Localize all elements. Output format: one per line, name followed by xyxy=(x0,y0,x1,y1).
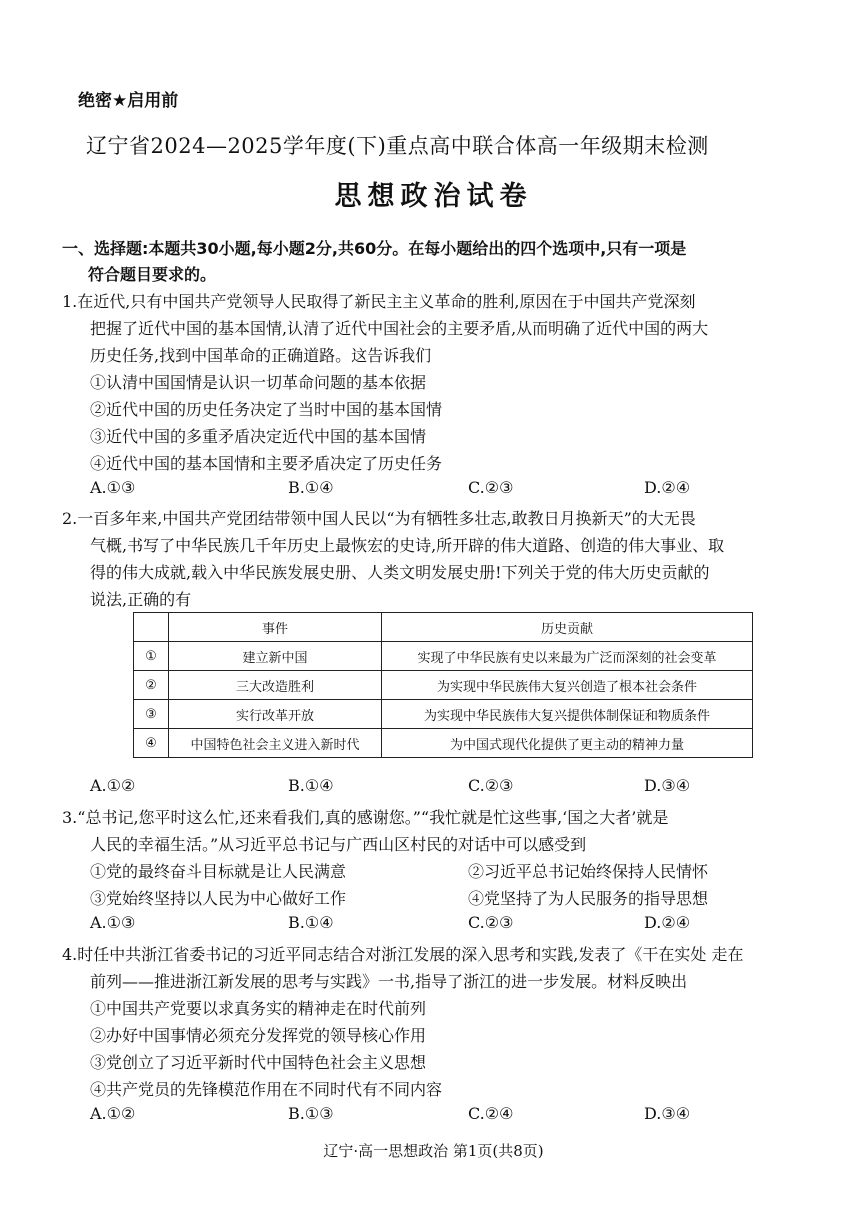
question-4-option-c[interactable]: C.②④ xyxy=(468,1104,514,1123)
question-1-statement: ④近代中国的基本国情和主要矛盾决定了历史任务 xyxy=(90,454,443,473)
question-4-statement: ③党创立了习近平新时代中国特色社会主义思想 xyxy=(90,1053,427,1072)
table-header-row xyxy=(134,613,753,642)
section-title: 一、选择题:本题共30小题,每小题2分,共60分。在每小题给出的四个选项中,只有一项是 xyxy=(62,239,687,258)
table-row xyxy=(134,729,753,758)
table-cell: 实现了中华民族有史以来最为广泛而深刻的社会变革 xyxy=(382,642,753,671)
table-cell: ② xyxy=(134,671,169,700)
question-3-statement: ①党的最终奋斗目标就是让人民满意 xyxy=(90,862,347,881)
table-cell: 建立新中国 xyxy=(169,642,382,671)
question-4-line: 前列——推进浙江新发展的思考与实践》一书,指导了浙江的进一步发展。材料反映出 xyxy=(90,972,688,991)
question-2-option-d[interactable]: D.③④ xyxy=(644,776,691,795)
question-1-line: 历史任务,找到中国革命的正确道路。这告诉我们 xyxy=(90,346,432,365)
table-cell: ③ xyxy=(134,700,169,729)
question-3-statement: ④党坚持了为人民服务的指导思想 xyxy=(468,889,709,908)
table-cell: ④ xyxy=(134,729,169,758)
question-2-line: 2.一百多年来,中国共产党团结带领中国人民以“为有牺牲多壮志,敢教日月换新天”的大无畏 xyxy=(62,509,696,528)
question-4-line: 4.时任中共浙江省委书记的习近平同志结合对浙江发展的深入思考和实践,发表了《干在实处 走在 xyxy=(62,945,744,964)
table-cell: 为中国式现代化提供了更主动的精神力量 xyxy=(382,729,753,758)
table-cell: 实行改革开放 xyxy=(169,700,382,729)
question-4-option-b[interactable]: B.①③ xyxy=(288,1104,334,1123)
question-3-option-d[interactable]: D.②④ xyxy=(644,913,691,932)
question-2-line: 得的伟大成就,载入中华民族发展史册、人类文明发展史册!下列关于党的伟大历史贡献的 xyxy=(90,563,710,582)
question-2-line: 气概,书写了中华民族几千年历史上最恢宏的史诗,所开辟的伟大道路、创造的伟大事业、取 xyxy=(90,536,725,555)
question-4-option-a[interactable]: A.①② xyxy=(90,1104,136,1123)
question-1-option-c[interactable]: C.②③ xyxy=(468,478,514,497)
question-1-line: 1.在近代,只有中国共产党领导人民取得了新民主主义革命的胜利,原因在于中国共产党深刻 xyxy=(62,292,696,311)
question-3-option-c[interactable]: C.②③ xyxy=(468,913,514,932)
question-1-option-d[interactable]: D.②④ xyxy=(644,478,691,497)
question-3-option-a[interactable]: A.①③ xyxy=(90,913,136,932)
table-cell: 中国特色社会主义进入新时代 xyxy=(169,729,382,758)
table-header-cell: 历史贡献 xyxy=(382,613,753,642)
question-1-option-b[interactable]: B.①④ xyxy=(288,478,334,497)
secret-label: 绝密★启用前 xyxy=(78,91,179,111)
exam-title: 思想政治试卷 xyxy=(334,181,533,212)
question-1-option-a[interactable]: A.①③ xyxy=(90,478,136,497)
table-row xyxy=(134,671,753,700)
question-4-statement: ②办好中国事情必须充分发挥党的领导核心作用 xyxy=(90,1026,427,1045)
table-header-cell: 事件 xyxy=(169,613,382,642)
question-3-line: 3.“总书记,您平时这么忙,还来看我们,真的感谢您。”“我忙就是忙这些事,‘国之大者’就是 xyxy=(62,808,669,827)
question-2-option-b[interactable]: B.①④ xyxy=(288,776,334,795)
question-4-statement: ④共产党员的先锋模范作用在不同时代有不同内容 xyxy=(90,1080,443,1099)
question-3-statement: ③党始终坚持以人民为中心做好工作 xyxy=(90,889,347,908)
question-4-statement: ①中国共产党要以求真务实的精神走在时代前列 xyxy=(90,999,427,1018)
question-1-statement: ③近代中国的多重矛盾决定近代中国的基本国情 xyxy=(90,427,427,446)
table-cell: 三大改造胜利 xyxy=(169,671,382,700)
question-3-statement: ②习近平总书记始终保持人民情怀 xyxy=(468,862,709,881)
page-footer: 辽宁·高一思想政治 第1页(共8页) xyxy=(323,1142,544,1160)
question-1-statement: ①认清中国国情是认识一切革命问题的基本依据 xyxy=(90,373,427,392)
question-1-statement: ②近代中国的历史任务决定了当时中国的基本国情 xyxy=(90,400,443,419)
question-3-line: 人民的幸福生活。”从习近平总书记与广西山区村民的对话中可以感受到 xyxy=(90,835,587,854)
table-cell: 为实现中华民族伟大复兴创造了根本社会条件 xyxy=(382,671,753,700)
question-4-option-d[interactable]: D.③④ xyxy=(644,1104,691,1123)
question-3-option-b[interactable]: B.①④ xyxy=(288,913,334,932)
events-table xyxy=(133,612,753,758)
exam-header: 辽宁省2024—2025学年度(下)重点高中联合体高一年级期末检测 xyxy=(86,134,709,158)
question-2-option-a[interactable]: A.①② xyxy=(90,776,136,795)
table-cell: ① xyxy=(134,642,169,671)
table-header-cell xyxy=(134,613,169,642)
question-2-line: 说法,正确的有 xyxy=(90,590,192,609)
table-row xyxy=(134,700,753,729)
table-cell: 为实现中华民族伟大复兴提供体制保证和物质条件 xyxy=(382,700,753,729)
table-row xyxy=(134,642,753,671)
question-1-line: 把握了近代中国的基本国情,认清了近代中国社会的主要矛盾,从而明确了近代中国的两大 xyxy=(90,319,709,338)
question-2-option-c[interactable]: C.②③ xyxy=(468,776,514,795)
section-title-cont: 符合题目要求的。 xyxy=(88,265,217,284)
